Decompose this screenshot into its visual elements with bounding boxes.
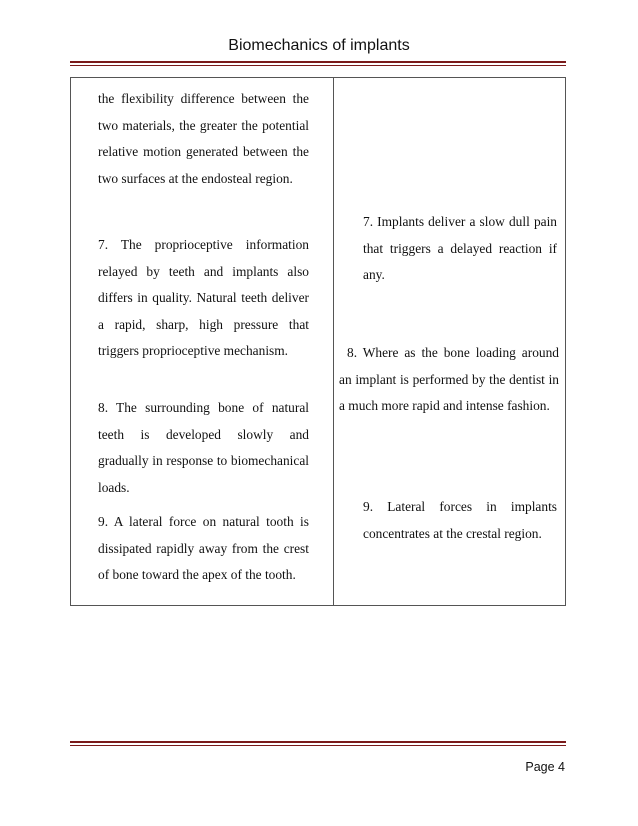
header-rule bbox=[70, 61, 566, 66]
left-cell-paragraph-1: the flexibility difference between the two materials, the greater the potential relative motion generated between the two surfaces at the endosteal region. bbox=[98, 91, 309, 186]
page-header-title: Biomechanics of implants bbox=[228, 37, 410, 54]
right-cell-paragraph-3: 9. Lateral forces in implants concentrates at the crestal region. bbox=[363, 499, 557, 541]
left-cell-paragraph-3: 8. The surrounding bone of natural teeth is developed slowly and gradually in response to biomechanical loads. bbox=[98, 400, 309, 495]
right-cell-paragraph-1: 7. Implants deliver a slow dull pain that triggers a delayed reaction if any. bbox=[363, 214, 557, 283]
left-cell-paragraph-2: 7. The proprioceptive information relayed by teeth and implants also differs in quality. Natural teeth deliver a rapid, sharp, high pressure that triggers proprioceptive mechanism. bbox=[98, 237, 309, 359]
right-cell-paragraph-2: 8. Where as the bone loading around an implant is performed by the dentist in a much more rapid and intense fashion. bbox=[339, 345, 559, 414]
comparison-table bbox=[70, 77, 566, 606]
footer-rule bbox=[70, 741, 566, 746]
left-cell-paragraph-4: 9. A lateral force on natural tooth is dissipated rapidly away from the crest of bone toward the apex of the tooth. bbox=[98, 514, 309, 583]
page-number: Page 4 bbox=[525, 760, 565, 774]
column-divider bbox=[333, 78, 334, 605]
